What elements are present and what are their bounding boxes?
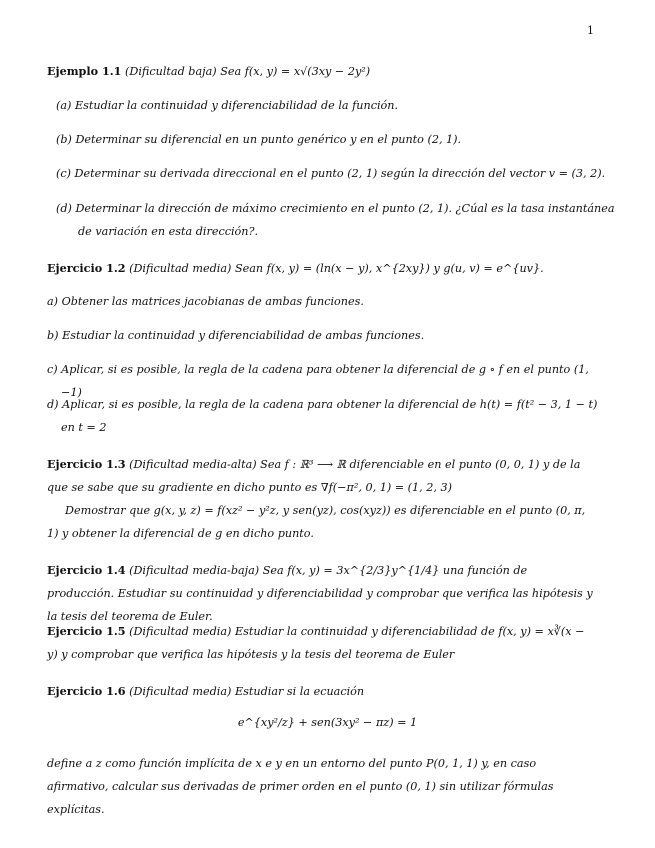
exercise-title: Ejercicio 1.6 xyxy=(47,684,126,698)
difficulty-label: (Dificultad media) xyxy=(129,685,232,698)
exercise-statement: Sea f : ℝ³ ⟶ ℝ diferenciable en el punto (0, 0, 1) y de la que se sabe que su gradiente en dicho punto es ∇f(−π², 0, 1) = (1, 2, 3) xyxy=(47,458,581,494)
exercise-1-6-header xyxy=(47,680,595,703)
exercise-title: Ejercicio 1.5 xyxy=(47,624,126,638)
exercise-statement: Sea f(x, y) = x√(3xy − 2y²) xyxy=(220,65,371,78)
page-number: 1 xyxy=(587,24,594,37)
item-d: d) Aplicar, si es posible, la regla de la cadena para obtener la diferencial de h(t) = f(t² − 3, 1 − t) en t = 2 xyxy=(47,398,598,434)
item-b: b) Estudiar la continuidad y diferenciabilidad de ambas funciones. xyxy=(47,329,425,342)
exercise-statement: Sean f(x, y) = (ln(x − y), x^{2xy}) y g(u, v) = e^{uv}. xyxy=(234,262,544,275)
exercise-title: Ejercicio 1.4 xyxy=(47,563,126,577)
exercise-1-2-header xyxy=(47,257,595,280)
item-b: (b) Determinar su diferencial en un punto genérico y en el punto (2, 1). xyxy=(56,133,462,146)
item-a: a) Obtener las matrices jacobianas de ambas funciones. xyxy=(47,295,364,308)
difficulty-label: (Dificultad media) xyxy=(129,262,232,275)
exercise-statement: Estudiar la continuidad y diferenciabilidad de f(x, y) = x∛(x − y) y comprobar que verifica las hipótesis y la tesis del teorema de Euler xyxy=(47,625,585,661)
display-equation: e^{xy²/z} + sen(3xy² − πz) = 1 xyxy=(237,716,418,729)
exercise-1-3-part-2: Demostrar que g(x, y, z) = f(xz² − y²z, y sen(yz), cos(xyz)) es diferenciable en el punto (0, π, 1) y obtener la diferencial de g en dicho punto. xyxy=(47,504,586,540)
exercise-1-3 xyxy=(47,453,595,499)
exercise-1-6-continuation: define a z como función implícita de x e y en un entorno del punto P(0, 1, 1) y, en caso afirmativo, calcular sus derivadas de primer orden en el punto (0, 1) sin utilizar fórmulas explícitas. xyxy=(47,757,554,816)
exercise-title: Ejercicio 1.3 xyxy=(47,457,126,471)
difficulty-label: (Dificultad media) xyxy=(129,625,232,638)
exercise-title: Ejemplo 1.1 xyxy=(47,64,122,78)
exercise-statement: Sea f(x, y) = 3x^{2/3}y^{1/4} una función de producción. Estudiar su continuidad y diferenciabilidad y comprobar que verifica las hipótesis y la tesis del teorema de Euler. xyxy=(47,564,593,623)
exercise-title: Ejercicio 1.2 xyxy=(47,261,126,275)
item-a: (a) Estudiar la continuidad y diferenciabilidad de la función. xyxy=(56,99,399,112)
difficulty-label: (Dificultad media-baja) xyxy=(129,564,260,577)
exercise-1-4 xyxy=(47,559,595,628)
exercise-statement: Estudiar si la ecuación xyxy=(234,685,365,698)
difficulty-label: (Dificultad media-alta) xyxy=(129,458,257,471)
item-c: (c) Determinar su derivada direccional en el punto (2, 1) según la dirección del vector v = (3, 2). xyxy=(56,167,606,180)
exercise-1-5 xyxy=(47,620,595,666)
difficulty-label: (Dificultad baja) xyxy=(125,65,217,78)
item-c: c) Aplicar, si es posible, la regla de la cadena para obtener la diferencial de g ∘ f en el punto (1, −1) xyxy=(47,363,589,399)
item-d: (d) Determinar la dirección de máximo crecimiento en el punto (2, 1). ¿Cúal es la tasa instantánea de variación en esta dirección?. xyxy=(56,202,615,238)
example-1-1-header xyxy=(47,60,595,83)
